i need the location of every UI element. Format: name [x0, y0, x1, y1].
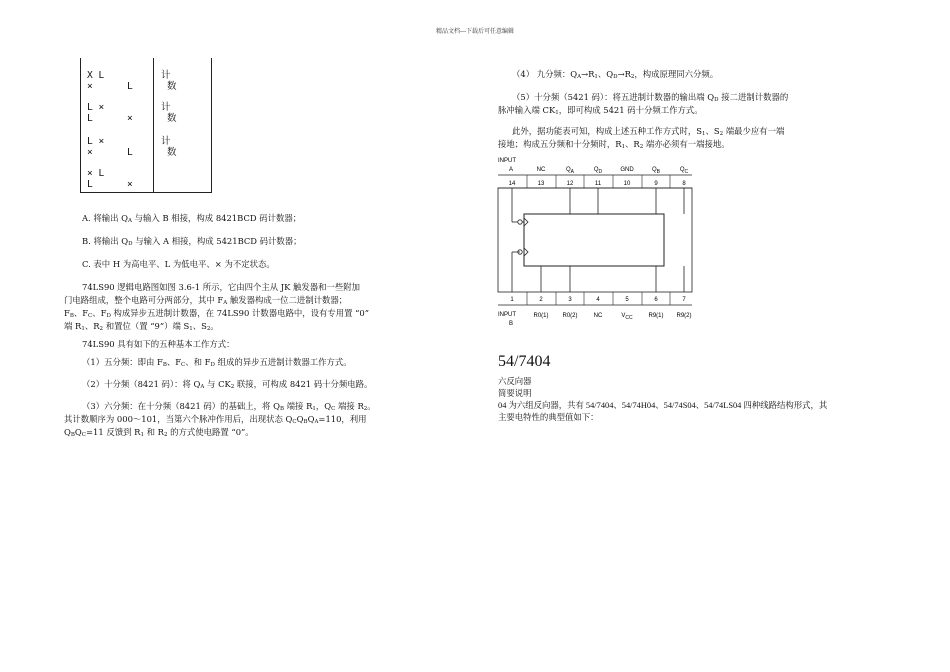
intro-line: 门电路组成，整个电路可分两部分，其中 $F_A$ 触发器构成一位二进制计数器； — [64, 295, 348, 306]
table-cell: × L — [87, 147, 133, 158]
pinout-diagram — [490, 152, 700, 330]
note-c: C. 表中 H 为高电平、L 为低电平、× 为不定状态。 — [82, 259, 275, 269]
mode-4: （4） 九分频：$Q_A\to R_1$、$Q_D\to R_2$，构成原理同六分频。 — [512, 69, 719, 80]
wiring — [498, 188, 692, 292]
pin-label: GND — [620, 167, 634, 173]
pin-number: 11 — [594, 181, 602, 187]
table-cell: 数 — [167, 81, 177, 92]
pin-label: A — [509, 167, 514, 173]
table-cell: 数 — [167, 147, 177, 158]
chip-subtitle: 六反向器 — [498, 377, 532, 386]
bottom-pins — [498, 292, 692, 305]
pin-label: $V_{CC}$ — [621, 313, 633, 321]
pin-label: NC — [536, 167, 546, 173]
pin-label: NC — [593, 313, 603, 319]
table-cell: L × — [87, 113, 133, 124]
pin-label: $Q_A$ — [565, 167, 575, 175]
pin-label: R0(1) — [533, 313, 549, 319]
mode-3: $Q_BQ_C=11$ 反馈到 $R_1$ 和 $R_2$ 的方式使电路置 “0”。 — [64, 427, 254, 438]
pin-number: 7 — [682, 297, 686, 303]
pin-number: 5 — [625, 297, 629, 303]
modes-heading: 74LS90 具有如下的五种基本工作方式： — [82, 339, 235, 349]
mode-1: （1）五分频：即由 $F_B$、$F_C$、和 $F_D$ 组成的异步五进制计数器工作方式。 — [82, 357, 352, 368]
pin-number: 14 — [508, 181, 516, 187]
pin-label: R9(1) — [648, 313, 664, 319]
truth-table-fragment — [80, 58, 212, 193]
pin-number: 12 — [566, 181, 574, 187]
pin-label: $Q_B$ — [651, 167, 661, 175]
pin-label: R0(2) — [562, 313, 578, 319]
table-cell: L × — [87, 136, 105, 147]
top-labels — [498, 158, 689, 175]
note-b: B. 将输出 $Q_D$ 与输入 A 相接，构成 5421BCD 码计数器； — [82, 236, 302, 247]
table-cell: × L — [87, 81, 133, 92]
table-cell: L × — [87, 179, 133, 190]
chip-description: 04 为六组反向器，共有 54/7404、54/74H04、54/74S04、54/74LS04 四种线路结构形式，其 — [498, 401, 828, 410]
page-header: 精品文档---下载后可任意编辑 — [435, 28, 515, 35]
extra-note: 接地；构成五分频和十分频时，$R_1$、$R_2$ 端亦必须有一端接地。 — [498, 139, 730, 150]
chip-description: 主要电特性的典型值如下： — [498, 413, 599, 422]
table-cell: 计 — [161, 70, 171, 81]
pin-number: 9 — [654, 181, 658, 187]
pin-number: 3 — [568, 297, 572, 303]
diagram-frame — [498, 188, 692, 292]
pin-label: $Q_C$ — [679, 167, 689, 175]
pin-number: 8 — [682, 181, 686, 187]
mode-2: （2）十分频（8421 码）：将 $Q_A$ 与 $CK_2$ 联接，可构成 8421 码十分频电路。 — [82, 379, 373, 390]
clock-mark — [524, 248, 528, 256]
note-a: A. 将输出 $Q_A$ 与输入 B 相接，构成 8421BCD 码计数器； — [82, 213, 302, 224]
pin-number: 4 — [596, 297, 600, 303]
chip-title: 54/7404 — [498, 353, 551, 370]
mode-3: （3）六分频：在十分频（8421 码）的基础上，将 $Q_B$ 端接 $R_1$，$Q_C$ 端接 $R_2$。 — [82, 401, 376, 412]
pin-number: 2 — [539, 297, 543, 303]
table-cell: 数 — [167, 113, 177, 124]
intro-line: 端 $R_1$、$R_2$ 和置位（置 “9”）端 $S_1$、$S_2$。 — [64, 321, 219, 332]
table-cell: 计 — [161, 136, 171, 147]
extra-note: 此外，据功能表可知，构成上述五种工作方式时，$S_1$、$S_2$ 端最少应有一端 — [512, 126, 785, 137]
table-cell: × L — [87, 168, 105, 179]
intro-line: 74LS90 逻辑电路图如图 3.6-1 所示，它由四个主从 JK 触发器和一些附加 — [82, 282, 361, 292]
table-cell: X L — [87, 70, 105, 81]
table-divider — [153, 58, 154, 192]
clock-bubble — [518, 220, 522, 224]
chip-body — [524, 214, 664, 266]
top-pins — [498, 175, 692, 188]
pin-label: R9(2) — [676, 313, 692, 319]
mode-5: （5）十分频（5421 码）：将五进制计数器的输出端 $Q_D$ 接二进制计数器的 — [512, 92, 789, 103]
pin-number: 10 — [623, 181, 631, 187]
pin-number: 13 — [537, 181, 545, 187]
intro-line: $F_B$、$F_C$、$F_D$ 构成异步五进制计数器，在 74LS90 计数器电路中，设有专用置 “0” — [64, 308, 370, 319]
table-cell: 计 — [161, 102, 171, 113]
clock-mark — [524, 218, 528, 226]
pin-number: 1 — [510, 297, 514, 303]
pin-label: INPUT — [498, 158, 516, 164]
table-cell: L × — [87, 102, 105, 113]
pin-label: $Q_D$ — [593, 167, 603, 175]
mode-3: 其计数顺序为 000～101，当第六个脉冲作用后，出现状态 $Q_CQ_BQ_A=110$，利用 — [64, 414, 367, 425]
pin-label: B — [509, 321, 514, 327]
bottom-labels — [498, 312, 692, 327]
brief-heading: 简要说明 — [498, 389, 532, 398]
mode-5: 脉冲输入端 $CK_1$，即可构成 5421 码十分频工作方式。 — [498, 105, 703, 116]
pin-label: INPUT — [498, 312, 516, 318]
pin-number: 6 — [654, 297, 658, 303]
